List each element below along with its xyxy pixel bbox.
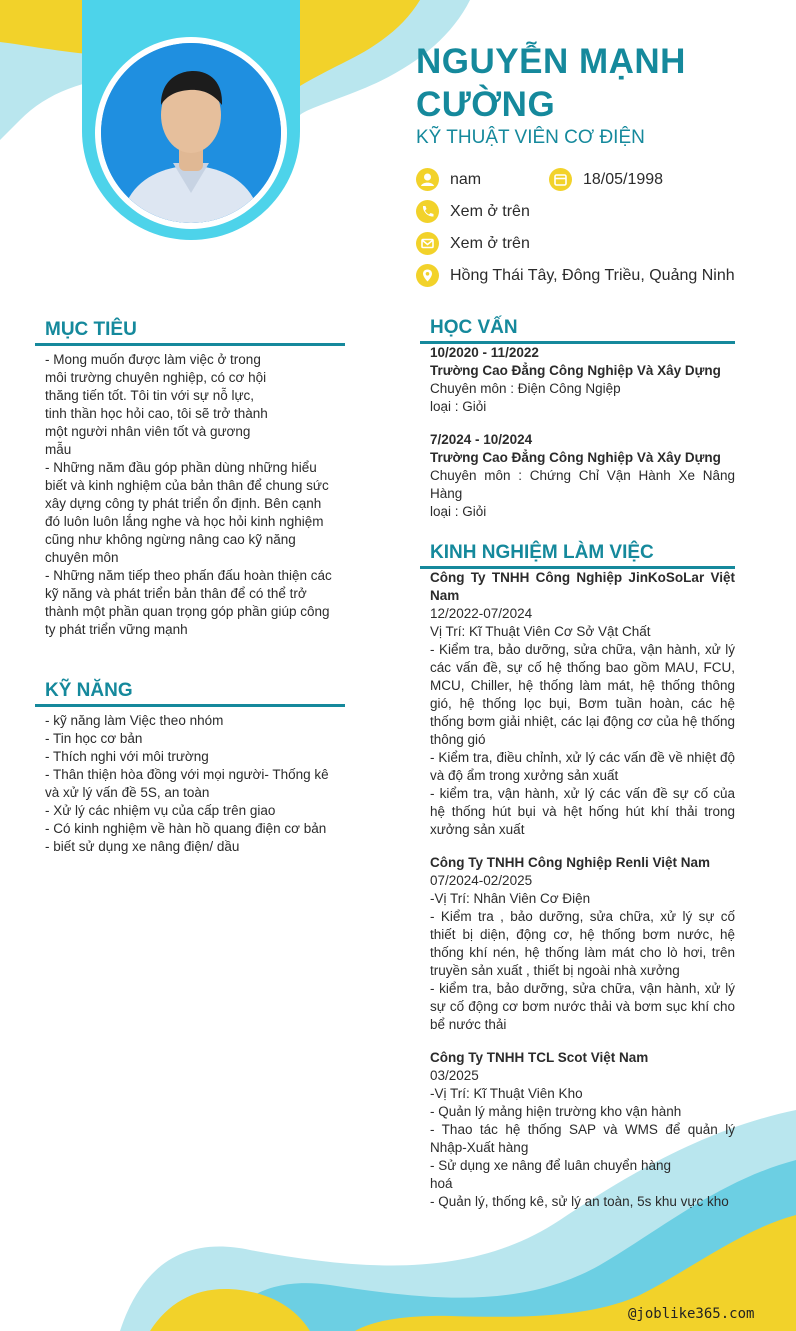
education-major: Chuyên môn : Điện Công Ngiệp: [430, 381, 621, 396]
objective-title: MỤC TIÊU: [45, 319, 137, 340]
experience-title: KINH NGHIỆM LÀM VIỆC: [430, 542, 654, 563]
job-duty: - Thao tác hệ thống SAP và WMS để quản lý Nhập-Xuất hàng: [430, 1122, 735, 1155]
job-position: Vị Trí: Kĩ Thuật Viên Cơ Sở Vật Chất: [430, 624, 651, 639]
candidate-name: NGUYỄN MẠNH CƯỜNG: [416, 42, 686, 124]
phone-icon: [416, 200, 439, 223]
email-row: [416, 232, 530, 255]
objective-line: thăng tiến tốt. Tôi tin với sự nỗ lực,: [45, 388, 255, 403]
objective-line: biết và kinh nghiệm của bản thân để chung sức: [45, 478, 329, 493]
job-duty: hoá: [430, 1176, 453, 1191]
gender-row: [416, 168, 481, 191]
objective-line: - Những năm tiếp theo phấn đấu hoàn thiện các: [45, 568, 332, 583]
objective-line: đó luôn luôn lắng nghe và học hỏi kinh nghiệm: [45, 514, 324, 529]
birthday-row: [549, 168, 663, 191]
objective-line: kỹ năng và phát triển bản thân để có thể trở: [45, 586, 307, 601]
job-duty: - Quản lý mảng hiện trường kho vận hành: [430, 1104, 682, 1119]
skills-title: KỸ NĂNG: [45, 680, 133, 701]
job-duty: - kiểm tra, vận hành, xử lý các vấn đề sự cố của hệ thống hút bụi và hệt hống hút khí thải trong xưởng sản xuất: [430, 786, 735, 837]
education-grade: loại : Giỏi: [430, 504, 487, 519]
objective-line: thành một phần quan trọng góp phần giúp công: [45, 604, 330, 619]
education-school: Trường Cao Đẳng Công Nghiệp Và Xây Dựng: [430, 450, 721, 465]
gender-value: nam: [450, 170, 482, 188]
objective-line: một người nhân viên tốt và gương: [45, 424, 251, 439]
education-school: Trường Cao Đẳng Công Nghiệp Và Xây Dựng: [430, 363, 721, 378]
job-duty: - Quản lý, thống kê, sử lý an toàn, 5s khu vực kho: [430, 1194, 729, 1209]
skill-line: - Có kinh nghiệm về hàn hồ quang điện cơ bản: [45, 821, 327, 836]
skill-line: - Tin học cơ bản: [45, 731, 143, 746]
objective-line: - Mong muốn được làm việc ở trong: [45, 352, 261, 367]
job-duty: - Kiểm tra, bảo dưỡng, sửa chữa, vận hành, xử lý các vấn đề, sự cố hệ thống bao gồm MAU, FCU, MCU, Chiller, hệ thống làm mát, hệ thống thông gió, hệ thống lọc bụi, Bơm tuần hoàn, các hệ thống bơm giải nhiệt, các lại động cơ của hệ thống thông gió: [430, 642, 735, 747]
skill-line: - Xử lý các nhiệm vụ của cấp trên giao: [45, 803, 276, 818]
job-entry: [430, 569, 735, 839]
objective-line: - Những năm đầu góp phần dùng những hiểu: [45, 460, 317, 475]
mail-icon: [416, 232, 439, 255]
experience-list: [430, 569, 735, 1211]
job-duty: - Kiểm tra , bảo dưỡng, sửa chữa, xử lý sự cố thiết bị diện, động cơ, hệ thống bơm nước, hệ thống khí nén, hệ thống làm mát cho lò hơi, trên truyền sản xuất , thiết bị ngoài nhà xưởng: [430, 909, 735, 978]
job-position: -Vị Trí: Nhân Viên Cơ Điện: [430, 891, 591, 906]
birthday-value: 18/05/1998: [583, 170, 664, 188]
email-value: Xem ở trên: [450, 234, 530, 252]
objective-text: [45, 351, 345, 639]
education-period: 10/2020 - 11/2022: [430, 345, 539, 360]
education-period: 7/2024 - 10/2024: [430, 432, 533, 447]
job-duty: - Sử dụng xe nâng để luân chuyển hàng: [430, 1158, 671, 1173]
education-entry: [430, 344, 735, 416]
objective-line: cũng như không ngừng nâng cao kỹ năng: [45, 532, 296, 547]
job-period: 12/2022-07/2024: [430, 606, 533, 621]
phone-row: [416, 200, 530, 223]
job-duty: - Kiểm tra, điều chỉnh, xử lý các vấn đề về nhiệt độ và độ ẩm trong xưởng sản xuất: [430, 750, 735, 783]
job-entry: [430, 854, 735, 1034]
address-row: [416, 264, 735, 287]
job-entry: [430, 1049, 735, 1211]
address-value: Hồng Thái Tây, Đông Triều, Quảng Ninh: [450, 266, 735, 284]
skill-line: - Thích nghi với môi trường: [45, 749, 209, 764]
education-grade: loại : Giỏi: [430, 399, 487, 414]
objective-line: ty phát triển vững mạnh: [45, 622, 188, 637]
phone-value: Xem ở trên: [450, 202, 530, 220]
skills-text: [45, 712, 350, 856]
job-company: Công Ty TNHH TCL Scot Việt Nam: [430, 1050, 649, 1065]
objective-line: chuyên môn: [45, 550, 119, 565]
objective-line: xây dựng công ty phát triển ổn định. Bên cạnh: [45, 496, 322, 511]
objective-line: môi trường chuyên nghiệp, có cơ hội: [45, 370, 267, 385]
objective-rule: [35, 343, 345, 346]
skills-rule: [35, 704, 345, 707]
job-title: KỸ THUẬT VIÊN CƠ ĐIỆN: [416, 127, 645, 148]
job-position: -Vị Trí: Kĩ Thuật Viên Kho: [430, 1086, 583, 1101]
skill-line: và xử lý vấn đề 5S, an toàn: [45, 785, 210, 800]
education-list: [430, 344, 735, 521]
education-title: HỌC VẤN: [430, 317, 518, 338]
skill-line: - Thân thiện hòa đồng với mọi người- Thống kê: [45, 767, 329, 782]
job-company: Công Ty TNHH Công Nghiệp Renli Việt Nam: [430, 855, 711, 870]
skill-line: - kỹ năng làm Việc theo nhóm: [45, 713, 224, 728]
education-entry: [430, 431, 735, 521]
calendar-icon: [549, 168, 572, 191]
job-company: Công Ty TNHH Công Nghiệp JinKoSoLar Việt Nam: [430, 570, 735, 603]
objective-line: tinh thần học hỏi cao, tôi sẽ trở thành: [45, 406, 268, 421]
job-period: 07/2024-02/2025: [430, 873, 533, 888]
education-major: Chuyên môn : Chứng Chỉ Vận Hành Xe Nâng Hàng: [430, 468, 735, 501]
job-period: 03/2025: [430, 1068, 479, 1083]
location-pin-icon: [416, 264, 439, 287]
objective-line: mẫu: [45, 442, 72, 457]
skill-line: - biết sử dụng xe nâng điện/ dầu: [45, 839, 240, 854]
job-duty: - kiểm tra, bảo dưỡng, sửa chữa, vận hành, xử lý sự cố động cơ bơm nước thải và bơm sục khí cho bể nước thải: [430, 981, 735, 1032]
person-icon: [416, 168, 439, 191]
profile-photo: [101, 43, 281, 223]
footer-tag: @joblike365.com: [628, 1306, 755, 1322]
